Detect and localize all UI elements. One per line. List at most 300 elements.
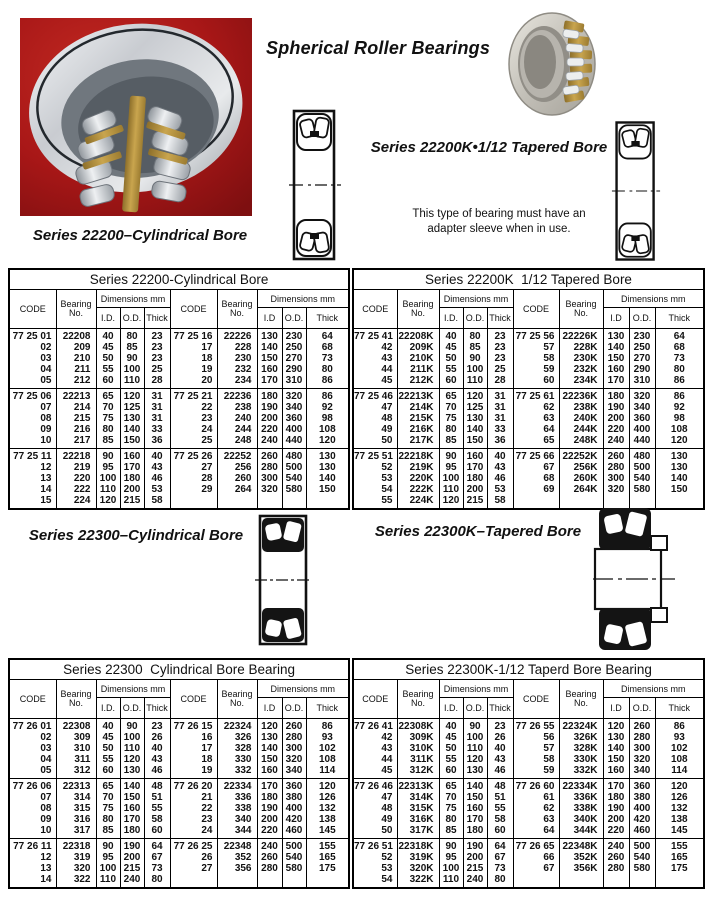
table-cell: 100 xyxy=(96,863,120,874)
table-cell: 140 xyxy=(655,473,704,484)
table-cell: 260 xyxy=(217,473,257,484)
table-cell: 64 xyxy=(513,424,559,435)
table-cell: 110 xyxy=(120,743,144,754)
table-cell: 86 xyxy=(306,389,349,403)
table-cell: 340 xyxy=(217,814,257,825)
table-row xyxy=(353,803,704,814)
table-cell: 23 xyxy=(487,342,513,353)
table-cell: 290 xyxy=(629,364,655,375)
table-cell: 55 xyxy=(381,495,393,506)
table-cell: 260 xyxy=(603,449,629,463)
table-cell: 44 xyxy=(381,364,393,375)
col-header-thick: Thick xyxy=(306,698,349,719)
table-cell: 75 xyxy=(439,413,463,424)
table-cell: 85 xyxy=(96,825,120,839)
table-row xyxy=(353,462,704,473)
table-cell: 150 xyxy=(120,435,144,449)
table-cell: 77 25 46 xyxy=(354,391,393,402)
table-cell: 200 xyxy=(463,852,487,863)
table-cell: 340 xyxy=(629,402,655,413)
table-cell: 100 xyxy=(439,863,463,874)
table-cell: 215K xyxy=(397,413,439,424)
table-cell: 344 xyxy=(217,825,257,839)
table-cell: 60 xyxy=(513,375,559,389)
table-cell: 170 xyxy=(463,814,487,825)
table-row xyxy=(9,792,349,803)
table-cell: 190 xyxy=(603,402,629,413)
table-cell: 60 xyxy=(144,825,170,839)
table-cell: 61 xyxy=(513,792,559,803)
table-cell: 65 xyxy=(513,435,559,449)
table-cell: 340 xyxy=(282,765,306,779)
col-header-od: O.D. xyxy=(282,698,306,719)
table-series-22200k xyxy=(352,268,705,510)
table-cell: 114 xyxy=(306,765,349,779)
table-cell: 70 xyxy=(439,792,463,803)
table-cell: 50 xyxy=(439,353,463,364)
table-cell: 36 xyxy=(144,435,170,449)
table-cell xyxy=(282,495,306,509)
col-header-thick: Thick xyxy=(487,308,513,329)
table-cell: 215 xyxy=(120,863,144,874)
table-cell xyxy=(513,495,559,509)
table-row xyxy=(9,389,349,403)
table-cell: 77 26 11 xyxy=(13,841,52,852)
table-cell: 200 xyxy=(603,413,629,424)
table-cell: 23 xyxy=(170,413,217,424)
table-cell: 380 xyxy=(282,792,306,803)
table-cell: 352 xyxy=(217,852,257,863)
table-cell: 70 xyxy=(96,792,120,803)
table-cell: 67 xyxy=(144,852,170,863)
table-row xyxy=(353,754,704,765)
col-header-dimensions: Dimensions mm xyxy=(439,290,513,308)
table-cell: 260 xyxy=(257,449,282,463)
table-cell: 16 xyxy=(170,732,217,743)
table-cell: 160 xyxy=(120,803,144,814)
table-cell: 319K xyxy=(397,852,439,863)
table-cell: 160 xyxy=(257,364,282,375)
series-22300-caption: Series 22300–Cylindrical Bore xyxy=(28,527,244,544)
table-cell: 260 xyxy=(603,852,629,863)
table-cell: 40 xyxy=(144,743,170,754)
table-cell: 108 xyxy=(655,424,704,435)
table-cell: 73 xyxy=(306,353,349,364)
table-row xyxy=(353,364,704,375)
table-cell: 65 xyxy=(439,779,463,793)
col-header-id: I.D. xyxy=(439,698,463,719)
table-cell: 170 xyxy=(120,814,144,825)
table-cell xyxy=(559,874,603,888)
table-cell: 256 xyxy=(217,462,257,473)
table-row xyxy=(353,435,704,449)
table-row xyxy=(9,462,349,473)
table-cell: 45 xyxy=(96,732,120,743)
table-cell: 68 xyxy=(513,473,559,484)
table-cell: 155 xyxy=(655,839,704,853)
table-cell: 160 xyxy=(603,765,629,779)
table-cell: 114 xyxy=(655,765,704,779)
table-cell: 500 xyxy=(282,839,306,853)
table-cell: 43 xyxy=(381,743,393,754)
table-cell: 50 xyxy=(381,825,393,836)
col-header-od: O.D. xyxy=(629,698,655,719)
table-title: Series 22300K-1/12 Taperd Bore Bearing xyxy=(353,659,704,680)
table-cell: 09 xyxy=(40,814,52,825)
table-cell: 234 xyxy=(217,375,257,389)
table-cell: 64 xyxy=(487,839,513,853)
table-cell: 180 xyxy=(463,473,487,484)
table-row xyxy=(9,754,349,765)
table-cell: 64 xyxy=(655,329,704,343)
table-cell: 48 xyxy=(381,803,393,814)
table-cell: 120 xyxy=(306,779,349,793)
table-cell: 70 xyxy=(439,402,463,413)
cross-section-drawing-22200k xyxy=(610,116,662,266)
table-cell: 75 xyxy=(96,413,120,424)
table-cell: 230 xyxy=(629,329,655,343)
table-cell: 328K xyxy=(559,743,603,754)
table-cell: 48 xyxy=(381,413,393,424)
table-cell: 340 xyxy=(629,765,655,779)
table-cell: 500 xyxy=(282,462,306,473)
table-cell: 47 xyxy=(381,792,393,803)
table-cell: 328 xyxy=(217,743,257,754)
table-cell: 130 xyxy=(306,462,349,473)
table-cell: 95 xyxy=(439,462,463,473)
table-cell: 25 xyxy=(144,364,170,375)
table-row xyxy=(353,874,704,888)
table-cell: 26 xyxy=(487,732,513,743)
col-header-code: CODE xyxy=(170,680,217,719)
table-title: Series 22200K 1/12 Tapered Bore xyxy=(353,269,704,290)
table-cell: 120 xyxy=(655,779,704,793)
table-cell: 23 xyxy=(144,719,170,733)
table-cell: 58 xyxy=(487,495,513,509)
table-cell: 60 xyxy=(439,765,463,779)
table-cell: 280 xyxy=(629,732,655,743)
table-cell: 22313K xyxy=(397,779,439,793)
table-cell: 540 xyxy=(629,473,655,484)
table-cell: 280 xyxy=(257,863,282,874)
table-cell: 230 xyxy=(217,353,257,364)
table-row xyxy=(9,779,349,793)
table-row xyxy=(353,839,704,853)
table-cell: 340K xyxy=(559,814,603,825)
table-row xyxy=(353,389,704,403)
table-cell: 480 xyxy=(629,449,655,463)
table-row xyxy=(9,402,349,413)
table-cell: 140 xyxy=(463,424,487,435)
table-cell: 22 xyxy=(170,402,217,413)
table-cell: 130 xyxy=(306,449,349,463)
table-cell: 46 xyxy=(487,473,513,484)
table-cell: 220K xyxy=(397,473,439,484)
table-cell: 216K xyxy=(397,424,439,435)
table-cell: 215 xyxy=(463,495,487,509)
table-row xyxy=(353,375,704,389)
table-row xyxy=(9,449,349,463)
table-cell: 222 xyxy=(56,484,96,495)
table-cell: 93 xyxy=(306,732,349,743)
table-cell: 56 xyxy=(513,732,559,743)
table-cell: 46 xyxy=(144,473,170,484)
table-cell: 145 xyxy=(655,825,704,839)
table-row xyxy=(9,364,349,375)
table-cell: 03 xyxy=(40,353,52,364)
table-cell: 98 xyxy=(655,413,704,424)
table-cell: 212K xyxy=(397,375,439,389)
col-header-code: CODE xyxy=(19,694,46,704)
table-row xyxy=(353,413,704,424)
table-cell: 77 25 16 xyxy=(170,329,217,343)
table-cell: 77 25 06 xyxy=(12,391,52,402)
table-cell: 65 xyxy=(96,389,120,403)
table-cell: 150 xyxy=(463,435,487,449)
table-cell: 170 xyxy=(463,462,487,473)
table-cell: 160 xyxy=(603,364,629,375)
table-cell: 175 xyxy=(655,863,704,874)
table-cell: 22252K xyxy=(559,449,603,463)
table-cell: 165 xyxy=(306,852,349,863)
col-header-id: I.D. xyxy=(96,308,120,329)
table-cell: 22236 xyxy=(217,389,257,403)
table-cell: 170 xyxy=(120,462,144,473)
table-cell: 311K xyxy=(397,754,439,765)
table-cell: 232 xyxy=(217,364,257,375)
table-cell: 260 xyxy=(629,719,655,733)
table-cell: 22213K xyxy=(397,389,439,403)
col-header-bearing-no: Bearing No. xyxy=(397,290,439,329)
table-cell: 214 xyxy=(56,402,96,413)
table-cell: 126 xyxy=(655,792,704,803)
table-cell: 312K xyxy=(397,765,439,779)
table-cell: 22324K xyxy=(559,719,603,733)
table-cell: 215 xyxy=(120,495,144,509)
table-cell: 26 xyxy=(144,732,170,743)
table-cell: 250 xyxy=(282,342,306,353)
table-cell xyxy=(217,495,257,509)
table-row xyxy=(353,825,704,839)
table-cell: 330K xyxy=(559,754,603,765)
table-cell: 22208K xyxy=(397,329,439,343)
table-cell: 02 xyxy=(40,732,52,743)
table-cell: 80 xyxy=(487,874,513,888)
table-row xyxy=(9,413,349,424)
table-cell: 332K xyxy=(559,765,603,779)
col-header-thick: Thick xyxy=(306,308,349,329)
table-cell: 51 xyxy=(487,792,513,803)
table-cell: 500 xyxy=(629,839,655,853)
table-cell: 28 xyxy=(487,375,513,389)
table-cell: 180 xyxy=(603,792,629,803)
table-cell: 18 xyxy=(170,353,217,364)
table-cell: 100 xyxy=(120,732,144,743)
table-cell: 500 xyxy=(629,462,655,473)
table-cell: 314K xyxy=(397,792,439,803)
table-cell: 310 xyxy=(56,743,96,754)
table-cell: 150 xyxy=(120,792,144,803)
table-cell: 54 xyxy=(381,484,393,495)
table-cell: 52 xyxy=(381,852,393,863)
table-cell: 180 xyxy=(257,792,282,803)
table-cell: 211K xyxy=(397,364,439,375)
table-cell: 110 xyxy=(96,874,120,888)
table-series-22200 xyxy=(8,268,350,510)
table-row xyxy=(353,765,704,779)
table-cell: 67 xyxy=(487,852,513,863)
table-cell: 95 xyxy=(96,852,120,863)
table-cell: 110 xyxy=(463,375,487,389)
table-row xyxy=(353,743,704,754)
table-cell: 130 xyxy=(120,765,144,779)
table-cell: 240 xyxy=(603,435,629,449)
table-cell: 48 xyxy=(144,779,170,793)
table-cell: 17 xyxy=(170,342,217,353)
table-cell xyxy=(257,495,282,509)
table-cell: 31 xyxy=(487,389,513,403)
table-cell: 51 xyxy=(144,792,170,803)
table-cell: 42 xyxy=(381,732,393,743)
table-row xyxy=(9,743,349,754)
table-cell: 22348 xyxy=(217,839,257,853)
table-cell: 77 26 41 xyxy=(354,721,393,732)
table-cell: 280 xyxy=(603,863,629,874)
table-cell: 25 xyxy=(487,364,513,375)
table-cell: 209 xyxy=(56,342,96,353)
col-header-id: I.D xyxy=(603,698,629,719)
table-cell: 22218 xyxy=(56,449,96,463)
table-cell: 132 xyxy=(306,803,349,814)
table-cell: 77 26 60 xyxy=(513,779,559,793)
table-cell: 10 xyxy=(40,435,52,446)
table-cell: 400 xyxy=(629,424,655,435)
table-cell: 58 xyxy=(487,814,513,825)
series-22200k-label: Series 22200K•1/12 Tapered Bore xyxy=(370,139,608,156)
table-cell: 220 xyxy=(257,825,282,839)
table-cell xyxy=(257,874,282,888)
table-cell: 48 xyxy=(487,779,513,793)
table-cell: 310 xyxy=(282,375,306,389)
table-cell: 18 xyxy=(170,754,217,765)
table-cell: 244K xyxy=(559,424,603,435)
table-cell: 77 26 01 xyxy=(12,721,52,732)
table-cell: 45 xyxy=(439,732,463,743)
table-cell: 230K xyxy=(559,353,603,364)
table-cell: 480 xyxy=(282,449,306,463)
table-cell: 280 xyxy=(282,732,306,743)
table-cell: 460 xyxy=(629,825,655,839)
table-cell: 54 xyxy=(381,874,393,885)
table-cell: 214K xyxy=(397,402,439,413)
table-cell: 22208 xyxy=(56,329,96,343)
col-header-thick: Thick xyxy=(655,308,704,329)
table-cell: 150 xyxy=(257,353,282,364)
table-cell: 100 xyxy=(463,364,487,375)
table-cell: 130 xyxy=(257,329,282,343)
table-cell: 170 xyxy=(257,779,282,793)
table-cell: 80 xyxy=(144,874,170,888)
table-cell: 309K xyxy=(397,732,439,743)
col-header-bearing-no: Bearing No. xyxy=(397,680,439,719)
table-row xyxy=(9,342,349,353)
table-row xyxy=(9,435,349,449)
col-header-id: I.D xyxy=(257,698,282,719)
table-cell: 92 xyxy=(655,402,704,413)
table-cell: 260K xyxy=(559,473,603,484)
table-cell: 22318 xyxy=(56,839,96,853)
table-cell: 47 xyxy=(381,402,393,413)
table-cell: 336 xyxy=(217,792,257,803)
table-cell: 22308K xyxy=(397,719,439,733)
table-cell: 13 xyxy=(40,473,52,484)
table-cell: 120 xyxy=(96,495,120,509)
table-cell: 180 xyxy=(120,825,144,839)
table-cell: 120 xyxy=(463,389,487,403)
col-header-code: CODE xyxy=(362,694,389,704)
col-header-dimensions: Dimensions mm xyxy=(603,680,704,698)
col-header-code: CODE xyxy=(513,680,559,719)
table-cell: 62 xyxy=(513,402,559,413)
table-cell: 52 xyxy=(381,462,393,473)
table-cell: 40 xyxy=(96,719,120,733)
table-cell: 80 xyxy=(439,814,463,825)
table-row xyxy=(9,732,349,743)
table-row xyxy=(9,495,349,509)
table-cell: 222K xyxy=(397,484,439,495)
table-row xyxy=(353,424,704,435)
table-cell: 190 xyxy=(257,402,282,413)
table-cell: 140 xyxy=(463,779,487,793)
table-cell: 160 xyxy=(120,449,144,463)
table-cell: 310K xyxy=(397,743,439,754)
table-cell: 95 xyxy=(96,462,120,473)
table-cell: 67 xyxy=(513,462,559,473)
table-cell: 220 xyxy=(603,825,629,839)
table-cell: 60 xyxy=(96,375,120,389)
table-cell: 80 xyxy=(120,329,144,343)
table-cell: 28 xyxy=(144,375,170,389)
table-cell: 77 25 61 xyxy=(513,389,559,403)
col-header-od: O.D. xyxy=(629,308,655,329)
table-cell: 77 26 06 xyxy=(12,781,52,792)
col-header-dimensions: Dimensions mm xyxy=(96,680,170,698)
table-cell: 320 xyxy=(603,484,629,495)
col-header-id: I.D. xyxy=(439,308,463,329)
table-cell: 55 xyxy=(96,364,120,375)
table-cell: 138 xyxy=(655,814,704,825)
table-cell: 90 xyxy=(96,839,120,853)
table-row xyxy=(353,792,704,803)
table-cell: 80 xyxy=(306,364,349,375)
table-cell: 53 xyxy=(381,473,393,484)
table-cell: 07 xyxy=(40,792,52,803)
table-cell: 77 25 01 xyxy=(12,331,52,342)
table-cell: 317 xyxy=(56,825,96,839)
table-row xyxy=(9,803,349,814)
table-cell xyxy=(513,874,559,888)
table-cell: 108 xyxy=(306,424,349,435)
table-cell: 332 xyxy=(217,765,257,779)
table-cell: 03 xyxy=(40,743,52,754)
table-row xyxy=(9,424,349,435)
table-cell: 100 xyxy=(439,473,463,484)
table-cell: 45 xyxy=(439,342,463,353)
table-cell: 05 xyxy=(40,375,52,386)
table-cell: 90 xyxy=(463,353,487,364)
col-header-od: O.D. xyxy=(463,698,487,719)
table-cell: 80 xyxy=(463,329,487,343)
